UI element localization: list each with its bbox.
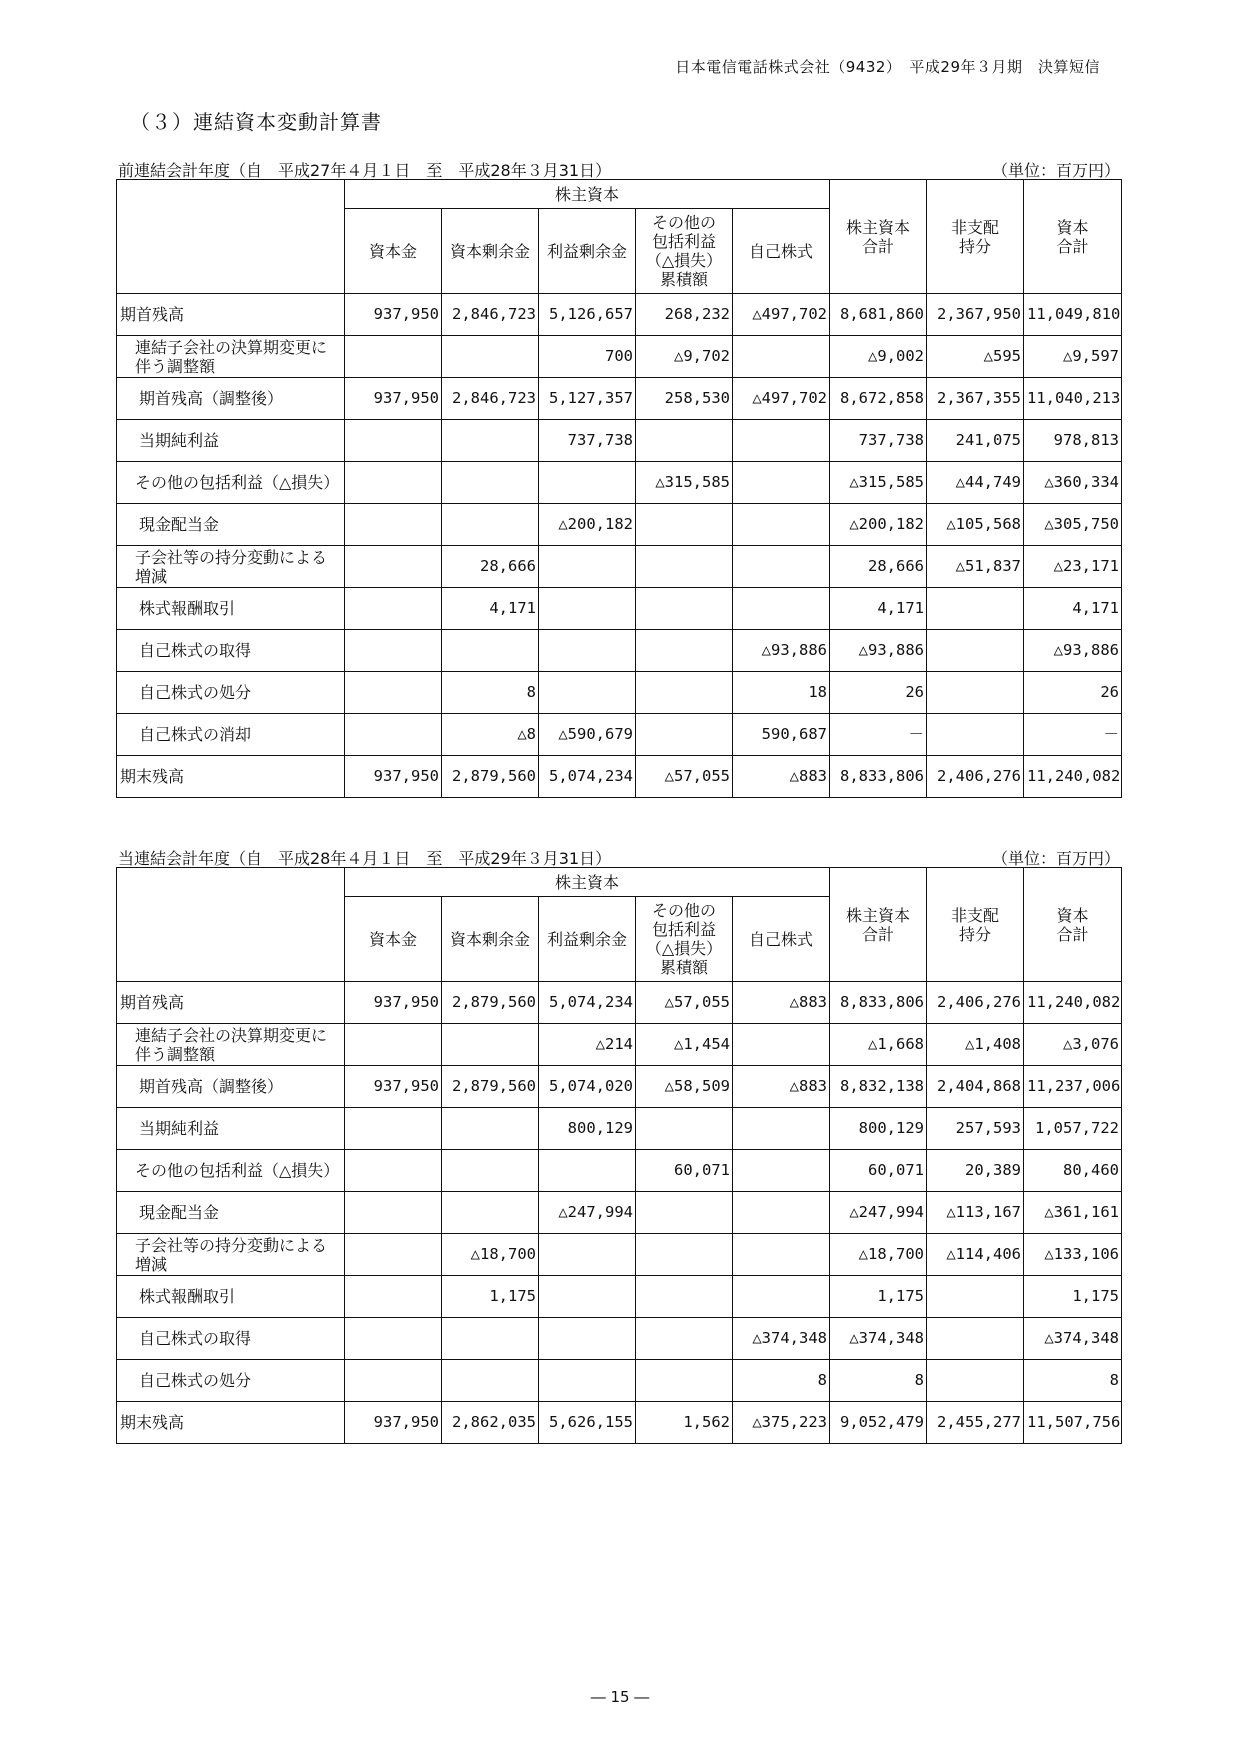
value-cell (442, 462, 539, 504)
value-cell: △374,348 (830, 1318, 927, 1360)
value-cell (345, 1276, 442, 1318)
col-header-treasury-stock: 自己株式 (733, 209, 830, 294)
value-cell: △247,994 (539, 1192, 636, 1234)
value-cell: △133,106 (1024, 1234, 1122, 1276)
table-row (117, 630, 1122, 672)
value-cell: 60,071 (636, 1150, 733, 1192)
value-cell (539, 1276, 636, 1318)
value-cell (345, 1192, 442, 1234)
value-cell: 8,681,860 (830, 294, 927, 336)
value-cell: △57,055 (636, 982, 733, 1024)
row-label: 当期純利益 (117, 420, 345, 462)
value-cell: － (830, 714, 927, 756)
table-row (117, 588, 1122, 630)
value-cell: 5,074,234 (539, 982, 636, 1024)
value-cell (539, 1360, 636, 1402)
group-header-shareholders-equity: 株主資本 (345, 180, 830, 209)
value-cell: 2,406,276 (927, 756, 1024, 798)
table-row (117, 546, 1122, 588)
value-cell (927, 588, 1024, 630)
value-cell (345, 1024, 442, 1066)
value-cell: △58,509 (636, 1066, 733, 1108)
value-cell (442, 1024, 539, 1066)
row-label: 自己株式の取得 (117, 1318, 345, 1360)
value-cell (539, 1234, 636, 1276)
value-cell: △497,702 (733, 294, 830, 336)
prior-equity-table (116, 179, 1122, 798)
value-cell: △374,348 (733, 1318, 830, 1360)
value-cell: 11,040,213 (1024, 378, 1122, 420)
value-cell: △883 (733, 982, 830, 1024)
value-cell: 26 (830, 672, 927, 714)
value-cell (636, 714, 733, 756)
value-cell: 257,593 (927, 1108, 1024, 1150)
value-cell: △9,702 (636, 336, 733, 378)
row-label: 自己株式の処分 (117, 1360, 345, 1402)
value-cell (345, 1108, 442, 1150)
value-cell (636, 1318, 733, 1360)
value-cell (539, 630, 636, 672)
value-cell: 2,455,277 (927, 1402, 1024, 1444)
prior-period-caption: 前連結会計年度（自 平成27年４月１日 至 平成28年３月31日） (118, 161, 612, 180)
value-cell (927, 1276, 1024, 1318)
value-cell (345, 462, 442, 504)
value-cell (733, 336, 830, 378)
row-label: その他の包括利益（△損失） (117, 1150, 345, 1192)
col-header-treasury-stock: 自己株式 (733, 897, 830, 982)
value-cell: 258,530 (636, 378, 733, 420)
col-header-capital-surplus: 資本剰余金 (442, 209, 539, 294)
value-cell: △18,700 (442, 1234, 539, 1276)
value-cell: △114,406 (927, 1234, 1024, 1276)
value-cell (442, 1150, 539, 1192)
value-cell (733, 1024, 830, 1066)
value-cell: △595 (927, 336, 1024, 378)
value-cell: 1,562 (636, 1402, 733, 1444)
value-cell: 4,171 (830, 588, 927, 630)
value-cell: 5,074,020 (539, 1066, 636, 1108)
col-header-aoci: その他の 包括利益 （△損失） 累積額 (636, 897, 733, 982)
page-header: 日本電信電話株式会社（9432） 平成29年３月期 決算短信 (675, 58, 1100, 76)
value-cell: 978,813 (1024, 420, 1122, 462)
value-cell: 2,862,035 (442, 1402, 539, 1444)
value-cell (345, 588, 442, 630)
value-cell: 268,232 (636, 294, 733, 336)
table-row (117, 1192, 1122, 1234)
value-cell (539, 1150, 636, 1192)
value-cell: 8,833,806 (830, 982, 927, 1024)
value-cell: △590,679 (539, 714, 636, 756)
current-equity-table (116, 867, 1122, 1444)
value-cell: 11,049,810 (1024, 294, 1122, 336)
value-cell: △315,585 (830, 462, 927, 504)
value-cell: △374,348 (1024, 1318, 1122, 1360)
row-label: 株式報酬取引 (117, 1276, 345, 1318)
value-cell: 1,175 (830, 1276, 927, 1318)
value-cell (345, 1360, 442, 1402)
value-cell: △200,182 (830, 504, 927, 546)
row-label: 期首残高（調整後） (117, 378, 345, 420)
value-cell (345, 420, 442, 462)
row-label: 子会社等の持分変動による増減 (117, 546, 345, 588)
value-cell (442, 630, 539, 672)
value-cell: 80,460 (1024, 1150, 1122, 1192)
table-row (117, 1066, 1122, 1108)
value-cell: △247,994 (830, 1192, 927, 1234)
value-cell: △23,171 (1024, 546, 1122, 588)
row-label: 連結子会社の決算期変更に伴う調整額 (117, 1024, 345, 1066)
value-cell: 800,129 (830, 1108, 927, 1150)
value-cell: 4,171 (442, 588, 539, 630)
value-cell: △93,886 (1024, 630, 1122, 672)
value-cell: 11,240,082 (1024, 756, 1122, 798)
value-cell (636, 1234, 733, 1276)
row-label: 当期純利益 (117, 1108, 345, 1150)
value-cell: 1,057,722 (1024, 1108, 1122, 1150)
col-header-noncontrolling: 非支配 持分 (927, 180, 1024, 294)
table-row (117, 1108, 1122, 1150)
value-cell (345, 546, 442, 588)
value-cell: △9,002 (830, 336, 927, 378)
table-row (117, 462, 1122, 504)
row-label: その他の包括利益（△損失） (117, 462, 345, 504)
row-label: 連結子会社の決算期変更に伴う調整額 (117, 336, 345, 378)
value-cell: 26 (1024, 672, 1122, 714)
value-cell: 18 (733, 672, 830, 714)
value-cell: △497,702 (733, 378, 830, 420)
table-row (117, 1402, 1122, 1444)
col-header-retained-earnings: 利益剰余金 (539, 897, 636, 982)
value-cell: 2,367,355 (927, 378, 1024, 420)
value-cell: △93,886 (733, 630, 830, 672)
value-cell: 8 (1024, 1360, 1122, 1402)
table-row (117, 1276, 1122, 1318)
value-cell (733, 588, 830, 630)
value-cell: △200,182 (539, 504, 636, 546)
value-cell (636, 672, 733, 714)
col-header-capital: 資本金 (345, 209, 442, 294)
table-row (117, 378, 1122, 420)
table-row (117, 1150, 1122, 1192)
value-cell: 11,240,082 (1024, 982, 1122, 1024)
value-cell: △113,167 (927, 1192, 1024, 1234)
row-label: 期末残高 (117, 1402, 345, 1444)
value-cell (442, 336, 539, 378)
table-row (117, 1318, 1122, 1360)
value-cell: △105,568 (927, 504, 1024, 546)
value-cell: 9,052,479 (830, 1402, 927, 1444)
value-cell: △883 (733, 756, 830, 798)
corner-cell (117, 180, 345, 294)
value-cell (345, 504, 442, 546)
row-label: 現金配当金 (117, 504, 345, 546)
value-cell (927, 1318, 1024, 1360)
value-cell (927, 630, 1024, 672)
value-cell: △93,886 (830, 630, 927, 672)
table-row (117, 714, 1122, 756)
value-cell: 4,171 (1024, 588, 1122, 630)
value-cell (442, 420, 539, 462)
current-period-caption: 当連結会計年度（自 平成28年４月１日 至 平成29年３月31日） (118, 849, 612, 868)
value-cell: 2,404,868 (927, 1066, 1024, 1108)
table-row (117, 420, 1122, 462)
row-label: 子会社等の持分変動による増減 (117, 1234, 345, 1276)
row-label: 期首残高 (117, 294, 345, 336)
table-row (117, 504, 1122, 546)
row-label: 期首残高（調整後） (117, 1066, 345, 1108)
value-cell (636, 1360, 733, 1402)
table-row (117, 1234, 1122, 1276)
table-row (117, 294, 1122, 336)
value-cell (927, 1360, 1024, 1402)
value-cell: 2,367,950 (927, 294, 1024, 336)
value-cell: 8 (733, 1360, 830, 1402)
value-cell: 2,846,723 (442, 378, 539, 420)
value-cell (733, 1234, 830, 1276)
value-cell: 5,126,657 (539, 294, 636, 336)
table-row (117, 982, 1122, 1024)
col-header-aoci: その他の 包括利益 （△損失） 累積額 (636, 209, 733, 294)
value-cell: △1,668 (830, 1024, 927, 1066)
row-label: 期首残高 (117, 982, 345, 1024)
value-cell: 28,666 (442, 546, 539, 588)
row-label: 自己株式の取得 (117, 630, 345, 672)
value-cell (733, 1108, 830, 1150)
value-cell (345, 336, 442, 378)
value-cell: 2,879,560 (442, 1066, 539, 1108)
value-cell: △44,749 (927, 462, 1024, 504)
value-cell: △51,837 (927, 546, 1024, 588)
value-cell: △375,223 (733, 1402, 830, 1444)
value-cell (927, 672, 1024, 714)
value-cell (733, 546, 830, 588)
value-cell: △1,454 (636, 1024, 733, 1066)
value-cell: △8 (442, 714, 539, 756)
table-row (117, 336, 1122, 378)
col-header-total-shareholders-equity: 株主資本 合計 (830, 180, 927, 294)
row-label: 自己株式の処分 (117, 672, 345, 714)
value-cell (927, 714, 1024, 756)
col-header-total-shareholders-equity: 株主資本 合計 (830, 868, 927, 982)
corner-cell (117, 868, 345, 982)
value-cell (636, 420, 733, 462)
row-label: 自己株式の消却 (117, 714, 345, 756)
value-cell: 11,237,006 (1024, 1066, 1122, 1108)
value-cell: 28,666 (830, 546, 927, 588)
value-cell (539, 1318, 636, 1360)
value-cell: 2,879,560 (442, 756, 539, 798)
value-cell: 2,406,276 (927, 982, 1024, 1024)
value-cell (636, 1276, 733, 1318)
value-cell (345, 1318, 442, 1360)
value-cell (442, 1318, 539, 1360)
value-cell (442, 504, 539, 546)
value-cell (733, 1150, 830, 1192)
value-cell (636, 1192, 733, 1234)
row-label: 株式報酬取引 (117, 588, 345, 630)
value-cell: △1,408 (927, 1024, 1024, 1066)
col-header-capital: 資本金 (345, 897, 442, 982)
prior-unit-caption: （単位：百万円） (991, 161, 1120, 180)
value-cell: 737,738 (539, 420, 636, 462)
value-cell (539, 588, 636, 630)
value-cell (345, 672, 442, 714)
page-number: ― 15 ― (590, 1688, 650, 1706)
value-cell (636, 588, 733, 630)
value-cell (345, 1234, 442, 1276)
value-cell (442, 1192, 539, 1234)
col-header-total-equity: 資本 合計 (1024, 868, 1122, 982)
value-cell: 241,075 (927, 420, 1024, 462)
value-cell: △315,585 (636, 462, 733, 504)
value-cell (539, 672, 636, 714)
value-cell: 1,175 (1024, 1276, 1122, 1318)
value-cell: 8,672,858 (830, 378, 927, 420)
value-cell: △18,700 (830, 1234, 927, 1276)
table-row (117, 756, 1122, 798)
value-cell (636, 1108, 733, 1150)
value-cell: 60,071 (830, 1150, 927, 1192)
value-cell (539, 546, 636, 588)
value-cell: △361,161 (1024, 1192, 1122, 1234)
col-header-total-equity: 資本 合計 (1024, 180, 1122, 294)
col-header-capital-surplus: 資本剰余金 (442, 897, 539, 982)
value-cell (345, 1150, 442, 1192)
value-cell (345, 630, 442, 672)
value-cell: 8 (442, 672, 539, 714)
value-cell: 8,832,138 (830, 1066, 927, 1108)
row-label: 現金配当金 (117, 1192, 345, 1234)
row-label: 期末残高 (117, 756, 345, 798)
col-header-retained-earnings: 利益剰余金 (539, 209, 636, 294)
value-cell (636, 504, 733, 546)
value-cell: △3,076 (1024, 1024, 1122, 1066)
value-cell (636, 630, 733, 672)
value-cell (733, 504, 830, 546)
value-cell: 5,127,357 (539, 378, 636, 420)
value-cell: △9,597 (1024, 336, 1122, 378)
value-cell (345, 714, 442, 756)
value-cell: △883 (733, 1066, 830, 1108)
value-cell: 937,950 (345, 294, 442, 336)
col-header-noncontrolling: 非支配 持分 (927, 868, 1024, 982)
value-cell (733, 1192, 830, 1234)
value-cell: 937,950 (345, 378, 442, 420)
value-cell: 1,175 (442, 1276, 539, 1318)
value-cell: 700 (539, 336, 636, 378)
value-cell: 11,507,756 (1024, 1402, 1122, 1444)
value-cell: 2,846,723 (442, 294, 539, 336)
value-cell: 5,074,234 (539, 756, 636, 798)
value-cell: 8,833,806 (830, 756, 927, 798)
value-cell (733, 1276, 830, 1318)
value-cell: 937,950 (345, 982, 442, 1024)
value-cell: 8 (830, 1360, 927, 1402)
value-cell (442, 1360, 539, 1402)
value-cell: △57,055 (636, 756, 733, 798)
value-cell (636, 546, 733, 588)
value-cell: 5,626,155 (539, 1402, 636, 1444)
value-cell: 800,129 (539, 1108, 636, 1150)
table-row (117, 672, 1122, 714)
table-row (117, 1024, 1122, 1066)
value-cell (733, 420, 830, 462)
value-cell: 2,879,560 (442, 982, 539, 1024)
value-cell (539, 462, 636, 504)
value-cell: 737,738 (830, 420, 927, 462)
group-header-shareholders-equity: 株主資本 (345, 868, 830, 897)
value-cell: △360,334 (1024, 462, 1122, 504)
table-row (117, 1360, 1122, 1402)
value-cell: △214 (539, 1024, 636, 1066)
value-cell: － (1024, 714, 1122, 756)
value-cell: 937,950 (345, 756, 442, 798)
section-title: （３）連結資本変動計算書 (130, 110, 382, 134)
value-cell: 20,389 (927, 1150, 1024, 1192)
value-cell: 937,950 (345, 1066, 442, 1108)
value-cell (442, 1108, 539, 1150)
value-cell: △305,750 (1024, 504, 1122, 546)
current-unit-caption: （単位：百万円） (991, 849, 1120, 868)
value-cell: 590,687 (733, 714, 830, 756)
value-cell (733, 462, 830, 504)
value-cell: 937,950 (345, 1402, 442, 1444)
